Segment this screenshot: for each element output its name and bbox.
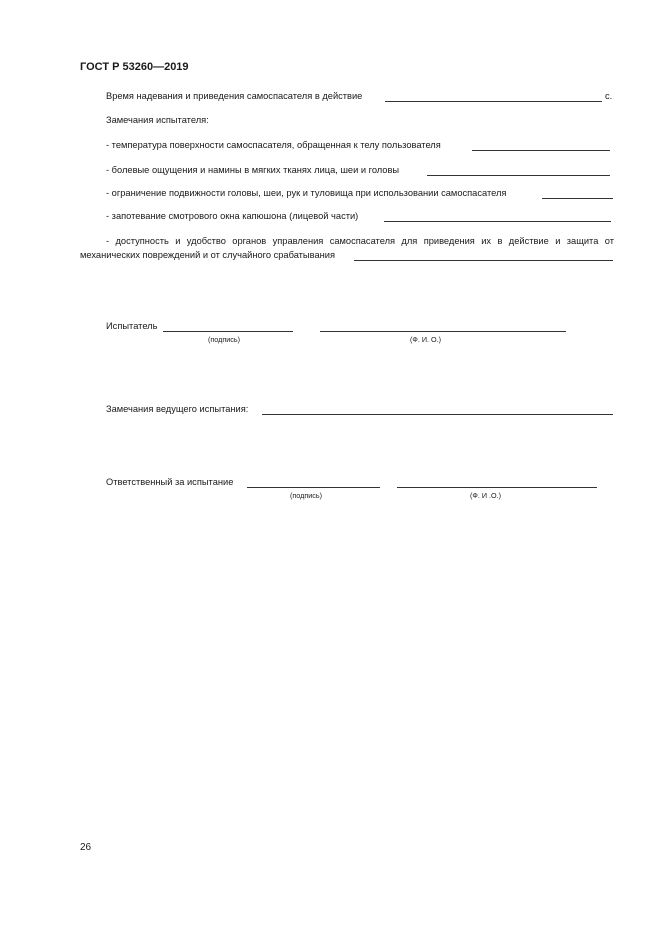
remark-item-pain: - болевые ощущения и намины в мягких тканях лица, шеи и головы <box>106 165 400 175</box>
lead-remarks-field[interactable] <box>262 414 613 415</box>
tester-remarks-label: Замечания испытателя: <box>106 115 209 125</box>
lead-remarks-label: Замечания ведущего испытания: <box>106 404 249 414</box>
donning-time-label: Время надевания и приведения самоспасателя в действие <box>106 91 363 101</box>
responsible-signature-caption: (подпись) <box>290 491 322 500</box>
remark-item-mobility: - ограничение подвижности головы, шеи, рук и туловища при использовании самоспасателя <box>106 188 507 198</box>
tester-signature-field[interactable] <box>163 331 293 332</box>
page-number: 26 <box>80 842 92 853</box>
fogging-field[interactable] <box>384 221 611 222</box>
remark-item-accessibility-line2: механических повреждений и от случайного срабатывания <box>80 250 335 260</box>
donning-time-field[interactable] <box>385 101 602 102</box>
document-code: ГОСТ Р 53260—2019 <box>80 61 189 73</box>
pain-field[interactable] <box>427 175 610 176</box>
mobility-field[interactable] <box>542 198 613 199</box>
responsible-label: Ответственный за испытание <box>106 477 234 487</box>
donning-time-unit: с. <box>605 91 613 101</box>
surface-temperature-field[interactable] <box>472 150 610 151</box>
tester-signature-caption: (подпись) <box>208 335 240 344</box>
tester-name-caption: (Ф. И. О.) <box>410 335 441 344</box>
remark-item-fogging: - запотевание смотрового окна капюшона (лицевой части) <box>106 211 359 221</box>
responsible-name-field[interactable] <box>397 487 597 488</box>
responsible-signature-field[interactable] <box>247 487 380 488</box>
remark-item-surface-temperature: - температура поверхности самоспасателя, обращенная к телу пользователя <box>106 140 441 150</box>
tester-label: Испытатель <box>106 321 158 331</box>
tester-name-field[interactable] <box>320 331 566 332</box>
responsible-name-caption: (Ф. И .О.) <box>470 491 501 500</box>
remark-item-accessibility-line1: - доступность и удобство органов управления самоспасателя для приведения их в действие и защита от <box>106 236 614 246</box>
accessibility-field[interactable] <box>354 260 613 261</box>
